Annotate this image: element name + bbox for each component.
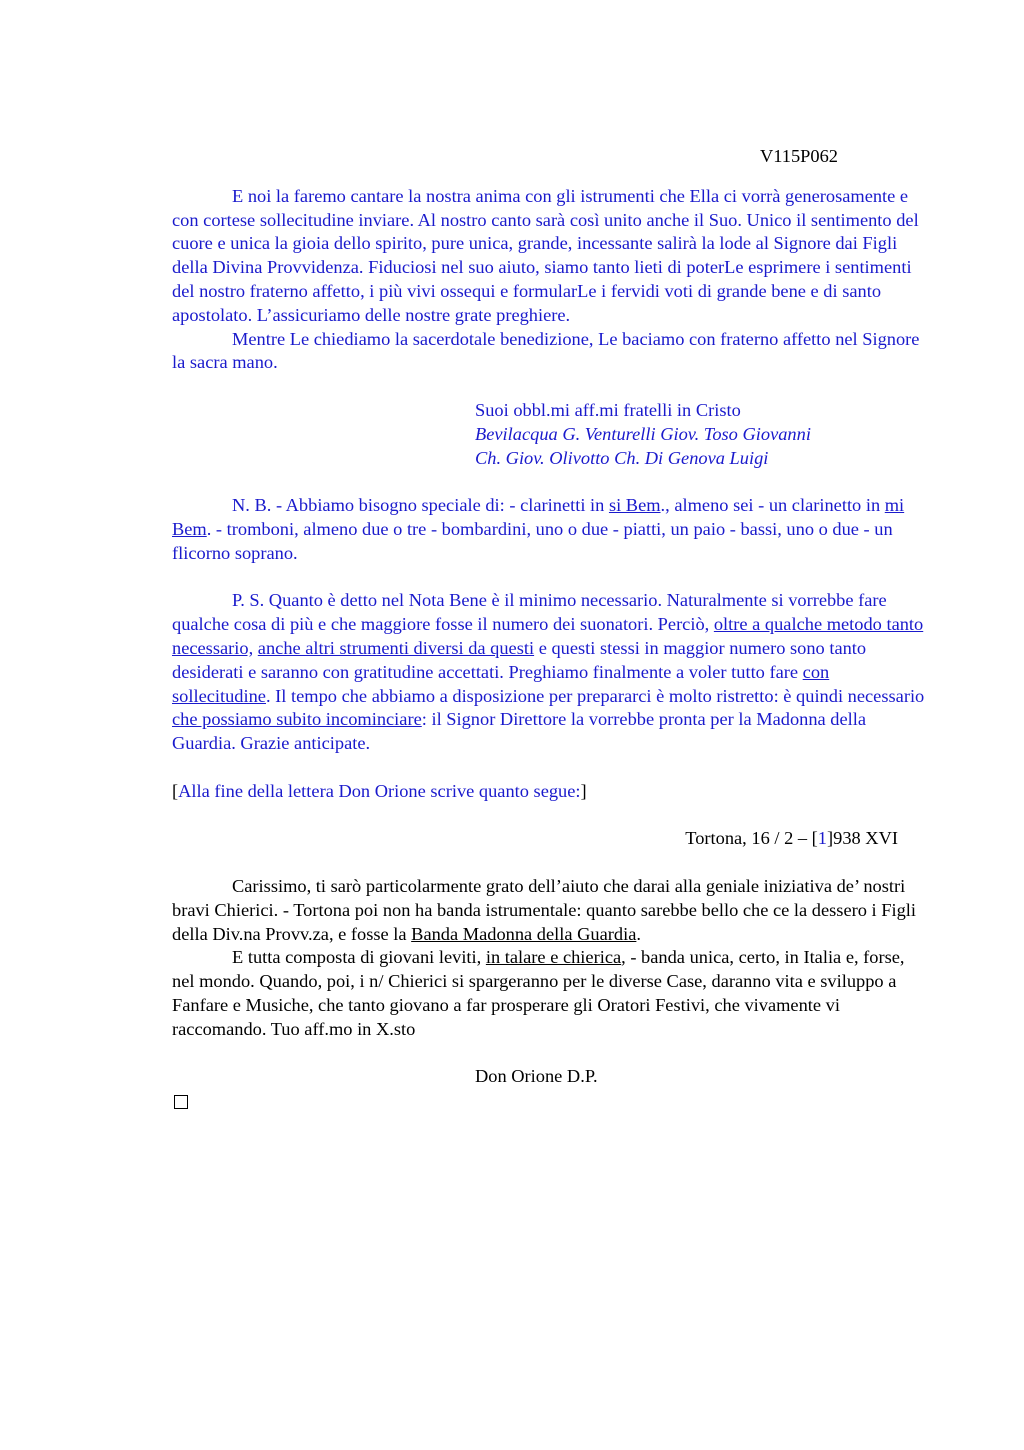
- closing-signature: Don Orione D.P.: [475, 1066, 598, 1087]
- post-scriptum-paragraph: [172, 589, 928, 756]
- signature-line-1: Suoi obbl.mi aff.mi fratelli in Cristo: [475, 399, 741, 420]
- bracket: [: [172, 780, 179, 801]
- signature-line-3: Ch. Giov. Olivotto Ch. Di Genova Luigi: [475, 447, 769, 468]
- text-run: . Il tempo che abbiamo a disposizione per prepararci è molto ristretto: è quindi necessario: [265, 685, 925, 706]
- underlined-text: oltre a qualche metodo tanto necessario,: [172, 614, 924, 658]
- editorial-note: [172, 780, 928, 804]
- spacer: [172, 470, 928, 494]
- dateline: [172, 827, 928, 851]
- text-run: : il Signor Direttore la vorrebbe pronta per la Madonna della Guardia. Grazie anticipate.: [172, 709, 867, 754]
- document-reference: V115P062: [760, 146, 838, 166]
- text-run: Carissimo, ti sarò particolarmente grato dell’aiuto che darai alla geniale iniziativa de’ nostri bravi Chierici. - Tortona poi non ha banda istrumentale: quanto sarebbe bello che ce la dessero i Figli della Div.na Provv.za, e fosse la: [172, 875, 916, 944]
- underlined-text: si Bem: [608, 495, 661, 516]
- spacer: [172, 756, 928, 780]
- checkbox-square-icon: [174, 1095, 188, 1109]
- underlined-text: mi Bem: [172, 495, 905, 539]
- underlined-text: in talare e chierica: [485, 947, 622, 968]
- dateline-text: ]938 XVI: [827, 828, 898, 849]
- underlined-text: con sollecitudine: [172, 661, 830, 706]
- nota-bene-paragraph: [172, 494, 928, 565]
- spacer: [172, 804, 928, 828]
- dateline-text: Tortona, 16 / 2 – [: [685, 828, 818, 849]
- underlined-text: anche altri strumenti diversi da questi: [257, 637, 535, 658]
- text-run: , - banda unica, certo, in Italia e, forse, nel mondo. Quando, poi, i n/ Chierici si spargeranno per le diverse Case, daranno vita e sviluppo a Fanfare e Musiche, che tanto giovano a far prosperare gli Oratori Festivi, che vivamente vi raccomando. Tuo aff.mo in X.sto: [172, 947, 905, 1039]
- signature-line-2: Bevilacqua G. Venturelli Giov. Toso Giovanni: [475, 423, 811, 444]
- document-page: [172, 145, 928, 1116]
- editorial-note-text: Alla fine della lettera Don Orione scrive quanto segue:: [178, 780, 581, 801]
- bracket: ]: [580, 780, 587, 801]
- paragraph-1: E noi la faremo cantare la nostra anima con gli istrumenti che Ella ci vorrà generosamente e con cortese sollecitudine inviare. Al nostro canto sarà così unito anche il Suo. Unico il sentimento del cuore e unica la gioia dello spirito, pure unica, grande, incessante salirà la lode al Signore dai Figli della Divina Provvidenza. Fiduciosi nel suo aiuto, siamo tanto lieti di poterLe esprimere i sentimenti del nostro fraterno affetto, i più vivi ossequi e formularLe i fervidi voti di grande bene e di santo apostolato. L’assicuriamo delle nostre grate preghiere.: [172, 185, 919, 325]
- letter-paragraph-1: [172, 875, 928, 946]
- text-run: .: [636, 923, 641, 944]
- underlined-text: Banda Madonna della Guardia: [411, 923, 637, 944]
- letter-body: [172, 875, 928, 1042]
- paragraph-2: Mentre Le chiediamo la sacerdotale benedizione, Le baciamo con fraterno affetto nel Signore la sacra mano.: [172, 328, 920, 373]
- spacer: [172, 1041, 928, 1065]
- spacer: [172, 851, 928, 875]
- text-run: N. B. - Abbiamo bisogno speciale di: - clarinetti in: [232, 495, 609, 516]
- text-run: . - tromboni, almeno due o tre - bombardini, uno o due - piatti, un paio - bassi, uno o due - un flicorno soprano.: [172, 518, 893, 563]
- spacer: [172, 566, 928, 590]
- dateline-editorial-digit: 1: [817, 828, 827, 849]
- text-run: E tutta composta di giovani leviti,: [232, 947, 486, 968]
- text-run: ., almeno sei - un clarinetto in: [660, 495, 885, 516]
- text-run: e questi stessi in maggior numero sono tanto desiderati e saranno con gratitudine accettati. Preghiamo finalmente a voler tutto fare: [172, 637, 867, 682]
- signature-block: [475, 399, 928, 470]
- spacer: [172, 375, 928, 399]
- letter-paragraph-2: [172, 946, 928, 1041]
- underlined-text: che possiamo subito incominciare: [172, 709, 422, 730]
- text-run: P. S. Quanto è detto nel Nota Bene è il minimo necessario. Naturalmente si vorrebbe fare qualche cosa di più e che maggiore fosse il numero dei suonatori. Perciò,: [172, 590, 887, 635]
